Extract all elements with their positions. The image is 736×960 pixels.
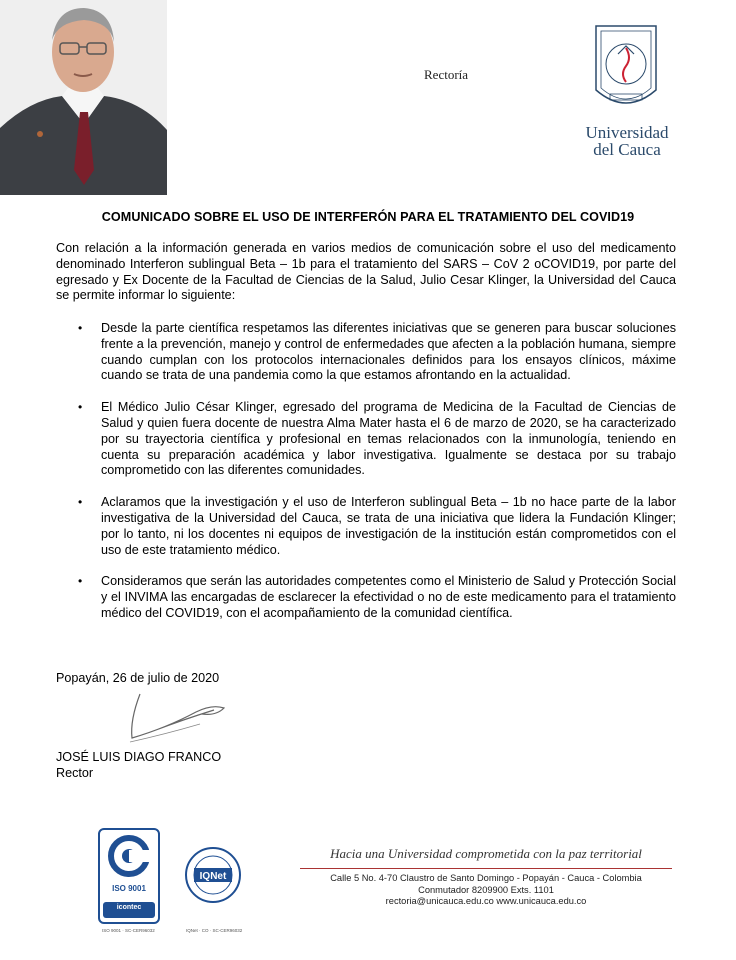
department-name: Rectoría bbox=[424, 67, 469, 82]
university-motto: Hacia una Universidad comprometida con la paz territorial bbox=[330, 846, 642, 861]
university-seal-icon bbox=[570, 20, 682, 120]
bullet-icon: • bbox=[78, 574, 83, 589]
list-item-text: Consideramos que serán las autoridades competentes como el Ministerio de Salud y Protección Social y el INVIMA las encargadas de esclarecer la efectividad o no de este medicamento para el tratamiento médico del COVID19, con el acompañamiento de la comunidad científica. bbox=[101, 574, 676, 620]
handwritten-signature bbox=[126, 690, 236, 748]
date-line: Popayán, 26 de julio de 2020 bbox=[56, 671, 220, 685]
university-name bbox=[572, 124, 682, 158]
list-item bbox=[56, 400, 676, 479]
phone: Conmutador 8209900 Exts. 1101 bbox=[418, 884, 554, 895]
signer-name: JOSÉ LUIS DIAGO FRANCO bbox=[56, 750, 222, 764]
iso-label: ISO 9001 bbox=[112, 884, 146, 893]
university-name-line1: Universidad bbox=[585, 123, 669, 142]
icontec-label: icontec bbox=[116, 904, 142, 911]
iqnet-label: IQNet bbox=[199, 871, 227, 882]
contact-links: rectoria@unicauca.edu.co www.unicauca.edu.co bbox=[385, 896, 587, 906]
signer-block bbox=[56, 750, 221, 782]
contact-block bbox=[300, 873, 672, 908]
icontec-swirl-icon bbox=[100, 830, 158, 880]
bullet-icon: • bbox=[78, 400, 83, 415]
iqnet-cert-code: IQNet · CO · SC-CER96032 bbox=[186, 928, 243, 933]
list-item bbox=[56, 574, 676, 621]
iqnet-seal-icon bbox=[184, 846, 242, 904]
intro-paragraph: Con relación a la información generada en varios medios de comunicación sobre el uso del medicamento denominado Interferon sublingual Beta – 1b para el tratamiento del SARS – CoV 2 oCOVID19, por parte del egresado y Ex Docente de la Facultad de Ciencias de la Salud, Julio Cesar Klinger, la Universidad del Cauca se permite informar lo siguiente: bbox=[56, 241, 676, 303]
footer-divider bbox=[300, 868, 672, 869]
list-item bbox=[56, 321, 676, 384]
bullet-icon: • bbox=[78, 495, 83, 510]
iso-cert-code: ISO 9001 · SC-CER96032 bbox=[102, 928, 155, 933]
bullet-icon: • bbox=[78, 321, 83, 335]
signer-role: Rector bbox=[56, 765, 94, 780]
statement-list bbox=[56, 321, 676, 638]
iqnet-logo bbox=[184, 846, 242, 904]
list-item bbox=[56, 495, 676, 558]
list-item-text: Aclaramos que la investigación y el uso de Interferon sublingual Beta – 1b no hace parte de la labor investigativa de la Universidad del Cauca, se trata de una iniciativa que lidera la Fundación Klinger; por lo tanto, ni los docentes ni equipos de investigación de la institución están comprometidos con el uso de este tratamiento médico. bbox=[101, 495, 676, 557]
icontec-bar bbox=[103, 902, 155, 918]
list-item-text: Desde la parte científica respetamos las diferentes iniciativas que se generen para buscar soluciones frente a la prevención, manejo y control de enfermedades que afecten a la población humana, siempre cuando cumplan con los protocolos internacionales definidos para los ensayos clínicos, máxime cuando se trata de una pandemia como la que estamos afrontando en la actualidad. bbox=[101, 321, 676, 383]
document-title: COMUNICADO SOBRE EL USO DE INTERFERÓN PARA EL TRATAMIENTO DEL COVID19 bbox=[101, 210, 635, 224]
address: Calle 5 No. 4-70 Claustro de Santo Domingo - Popayán - Cauca - Colombia bbox=[330, 873, 642, 883]
university-name-line2: del Cauca bbox=[593, 140, 661, 159]
rector-photo bbox=[0, 0, 167, 195]
icontec-iso-logo bbox=[98, 828, 160, 924]
list-item-text: El Médico Julio César Klinger, egresado del programa de Medicina de la Facultad de Ciencias de Salud y quien fuera docente de nuestra Alma Mater hasta el 6 de marzo de 2020, se ha caracterizado por su trayectoria científica y profesional en temas relacionados con la inmunología, teniendo en cuenta su preparación académica y labor investigativa. Igualmente se destaca por su trabajo comprometido con las diferentes comunidades. bbox=[101, 400, 676, 478]
